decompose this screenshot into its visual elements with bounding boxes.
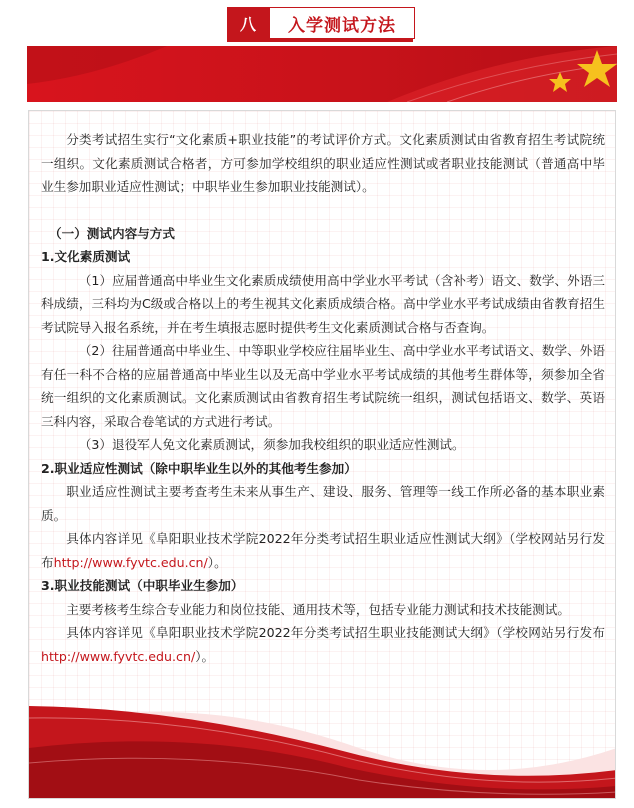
banner-decoration xyxy=(27,46,617,102)
part3-heading: 3.职业技能测试（中职毕业生参加） xyxy=(41,578,244,593)
section-number: 八 xyxy=(227,7,269,39)
part1-paragraph-2: （2）往届普通高中毕业生、中等职业学校应往届毕业生、高中学业水平考试语文、数学、外语有任一科不合格的应届普通高中毕业生以及无高中学业水平考试成绩的其他考生群体等，须参加全省统一组织的文化素质测试。文化素质测试由省教育招生考试院统一组织，测试包括语文、数学、英语三科内容，采取合卷笔试的方式进行考试。 xyxy=(41,343,605,429)
subsection-title: （一）测试内容与方式 xyxy=(49,225,175,241)
part1-paragraph-3: （3）退役军人免文化素质测试，须参加我校组织的职业适应性测试。 xyxy=(78,437,465,452)
part1-paragraph-1: （1）应届普通高中毕业生文化素质成绩使用高中学业水平考试（含补考）语文、数学、外语三科成绩，三科均为C级或合格以上的考生视其文化素质成绩合格。高中学业水平考试成绩由省教育招生考试院导入报名系统，并在考生填报志愿时提供考生文化素质测试合格与否查询。 xyxy=(41,272,605,335)
part1-heading: 1.文化素质测试 xyxy=(41,249,131,264)
red-banner xyxy=(27,46,617,102)
part3-text: 具体内容详见《阜阳职业技术学院2022年分类考试招生职业技能测试大纲》（学校网站另行发布 xyxy=(66,625,605,640)
intro-paragraph: 分类考试招生实行“文化素质+职业技能”的考试评价方式。文化素质测试由省教育招生考试院统一组织。文化素质测试合格者，方可参加学校组织的职业适应性测试或者职业技能测试（普通高中毕业生参加职业适应性测试；中职毕业生参加职业技能测试）。 xyxy=(41,132,605,194)
content-box xyxy=(28,110,616,799)
section-title: 入学测试方法 xyxy=(269,7,415,39)
part2-paragraph-2 xyxy=(41,527,605,574)
section-header xyxy=(227,7,415,39)
website-link[interactable]: http://www.fyvtc.edu.cn/ xyxy=(41,648,196,664)
header-underline xyxy=(227,39,413,42)
part2-heading: 2.职业适应性测试（除中职毕业生以外的其他考生参加） xyxy=(41,460,357,476)
part2-text: 具体内容详见《阜阳职业技术学院2022年分类考试招生职业适应性测试大纲》（学校网站另行发布 xyxy=(41,531,605,570)
part2-paragraph-1: 职业适应性测试主要考查考生未来从事生产、建设、服务、管理等一线工作所必备的基本职业素质。 xyxy=(41,484,605,523)
website-link[interactable]: http://www.fyvtc.edu.cn/ xyxy=(53,554,208,570)
part3-paragraph-2 xyxy=(41,621,605,668)
part3-paragraph-1: 主要考核考生综合专业能力和岗位技能、通用技术等，包括专业能力测试和技术技能测试。 xyxy=(66,601,570,617)
bottom-wave-decoration xyxy=(29,688,616,798)
part2-text-end: ）。 xyxy=(207,554,227,570)
article-body xyxy=(41,128,605,668)
part3-text-end: ）。 xyxy=(195,648,215,664)
